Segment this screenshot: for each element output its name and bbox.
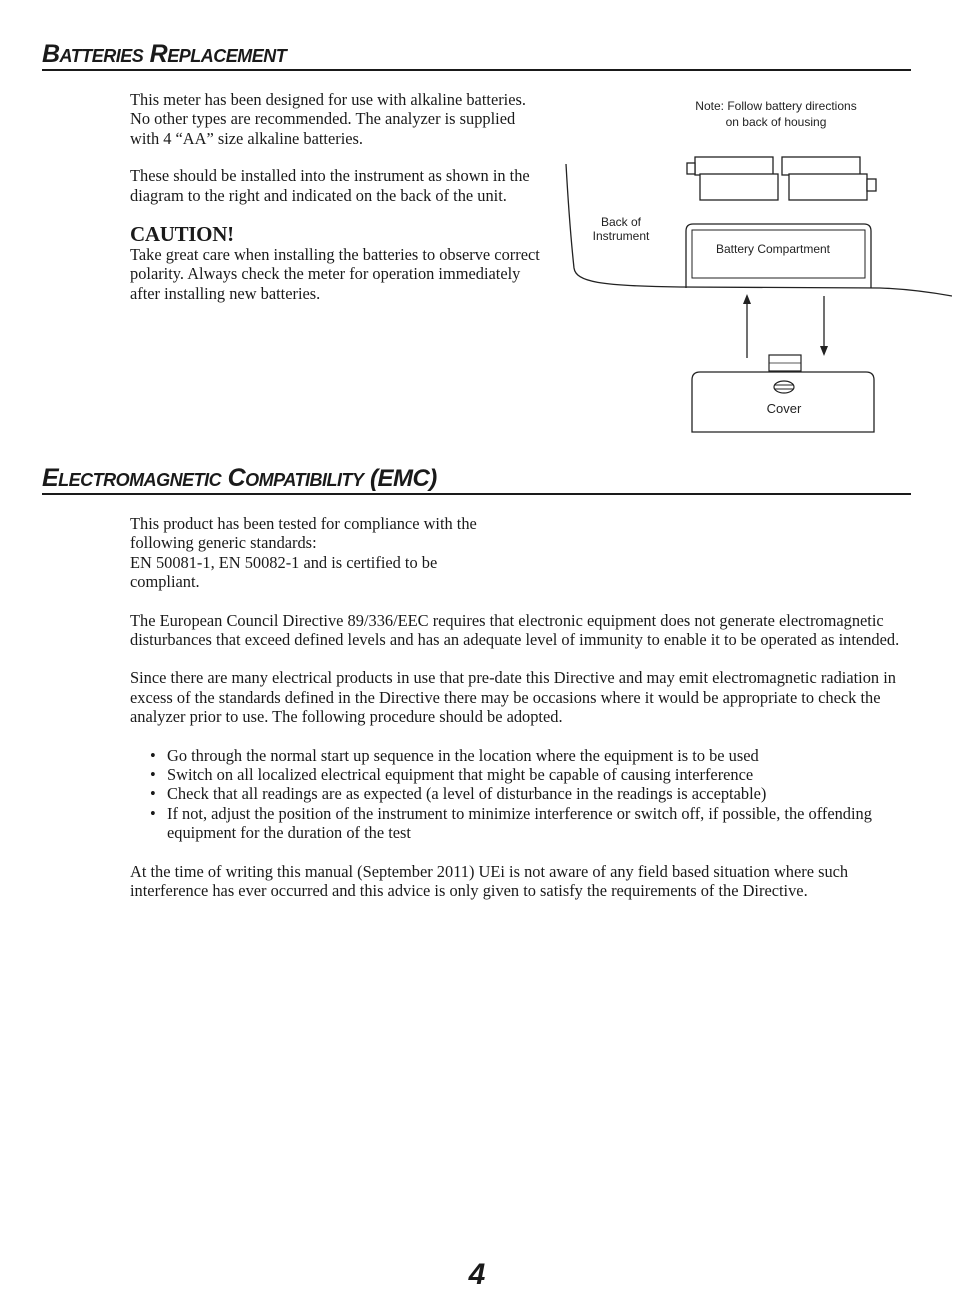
section-heading-batteries-replacement: [42, 42, 911, 71]
diagram-note-line-2: on back of housing: [725, 115, 827, 129]
battery-icon: [687, 157, 876, 200]
list-item: [150, 784, 912, 803]
section-heading-emc: [42, 466, 911, 495]
list-item-text: Go through the normal start up sequence in the location where the equipment is to be used: [167, 745, 759, 765]
section-title: Batteries Replacement: [42, 40, 287, 68]
list-item: [150, 746, 912, 765]
bullet-icon: •: [150, 784, 156, 804]
batteries-text-block: [130, 90, 540, 303]
emc-paragraph-1-line: compliant.: [130, 572, 200, 592]
emc-paragraph-1-line: following generic standards:: [130, 533, 317, 553]
arrow-down-icon: [820, 296, 828, 356]
caution-title: CAUTION!: [130, 222, 234, 247]
bullet-icon: •: [150, 765, 156, 785]
bullet-icon: •: [150, 803, 156, 823]
emc-text-block: [130, 514, 912, 901]
bullet-icon: •: [150, 745, 156, 765]
cover: [692, 355, 874, 432]
arrow-up-icon: [743, 294, 751, 358]
section-title-abbreviation: (EMC): [369, 465, 437, 492]
emc-paragraph-4: At the time of writing this manual (September 2011) UEi is not aware of any field based situation where such interference has ever occurred and this advice is only given to satisfy the requirements of the Directive.: [130, 861, 849, 901]
cover-latch-icon: [774, 381, 794, 393]
section-title: Electromagnetic Compatibility: [42, 464, 364, 492]
emc-paragraph-2: The European Council Directive 89/336/EEC requires that electronic equipment does not generate electromagnetic disturbances that exceed defined levels and has an adequate level of immunity to enable it to be operated as intended.: [130, 610, 900, 650]
batteries-paragraph-2: These should be installed into the instrument as shown in the diagram to the right and indicated on the back of the unit.: [130, 166, 530, 205]
batteries-paragraph-1: This meter has been designed for use with alkaline batteries. No other types are recommended. The analyzer is supplied with 4 “AA” size alkaline batteries.: [130, 90, 526, 148]
emc-paragraph-1-line: This product has been tested for compliance with the: [130, 514, 477, 533]
caution-text: Take great care when installing the batteries to observe correct polarity. Always check the meter for operation immediately after installing new batteries.: [130, 245, 540, 303]
back-of-instrument-line-1: Back of: [600, 215, 642, 229]
back-of-instrument-line-2: Instrument: [592, 229, 650, 243]
emc-paragraph-3: Since there are many electrical products in use that pre-date this Directive and may emit electromagnetic radiation in excess of the standards defined in the Directive there may be occasions where it would be appropriate to check the analyzer prior to use. The following procedure should be adopted.: [130, 668, 896, 727]
battery-compartment-label: Battery Compartment: [715, 242, 831, 256]
list-item-text: Switch on all localized electrical equipment that might be capable of causing interference: [167, 765, 754, 785]
emc-paragraph-1-line: EN 50081-1, EN 50082-1 and is certified to be: [130, 552, 438, 572]
diagram-note-line-1: Note: Follow battery directions: [695, 99, 857, 113]
battery-installation-diagram: [560, 90, 952, 440]
list-item: [150, 765, 912, 784]
list-item-text: If not, adjust the position of the instrument to minimize interference or switch off, if possible, the offending equipment for the duration of the test: [167, 803, 872, 843]
emc-paragraph-1: [130, 514, 912, 592]
battery-compartment: [686, 224, 871, 288]
page-number: 4: [468, 1258, 486, 1291]
emc-procedure-list: [150, 746, 912, 843]
cover-label: Cover: [766, 401, 802, 416]
list-item: [150, 804, 912, 843]
list-item-text: Check that all readings are as expected (a level of disturbance in the readings is acceptable): [167, 784, 767, 804]
